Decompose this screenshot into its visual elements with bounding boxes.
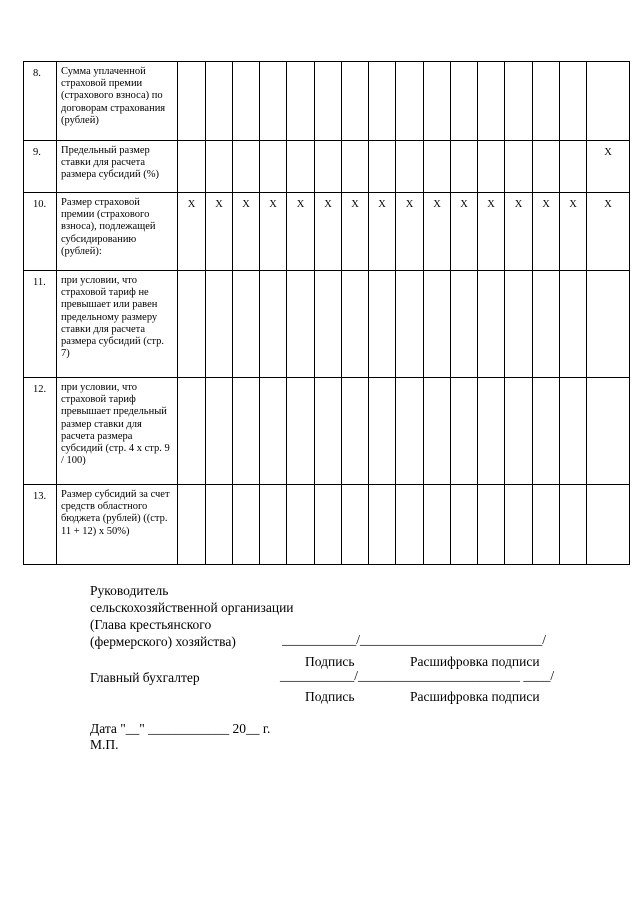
value-cell[interactable] — [342, 378, 369, 485]
value-cell[interactable] — [178, 271, 206, 378]
accountant-title: Главный бухгалтер — [90, 670, 200, 685]
row-description: при условии, что страховой тариф не превышает или равен предельному размеру ставки для расчета размера субсидий (стр. 7) — [57, 271, 178, 378]
value-cell[interactable] — [315, 141, 342, 193]
value-cell[interactable] — [505, 271, 533, 378]
value-cell[interactable] — [533, 141, 560, 193]
value-cell[interactable] — [287, 62, 315, 141]
head-title-line3: (Глава крестьянского — [90, 617, 212, 632]
value-cell[interactable] — [233, 271, 260, 378]
value-cell[interactable]: X — [587, 193, 630, 271]
value-cell[interactable]: X — [587, 141, 630, 193]
value-cell[interactable] — [287, 378, 315, 485]
value-cell[interactable] — [178, 141, 206, 193]
value-cell[interactable] — [505, 378, 533, 485]
accountant-caption-decode: Расшифровка подписи — [410, 689, 540, 704]
value-cell[interactable] — [178, 62, 206, 141]
value-cell[interactable] — [560, 378, 587, 485]
value-cell[interactable] — [396, 62, 424, 141]
value-cell[interactable] — [396, 378, 424, 485]
value-cell[interactable] — [451, 485, 478, 565]
value-cell[interactable]: X — [533, 193, 560, 271]
value-cell[interactable] — [260, 141, 287, 193]
accountant-caption-sign: Подпись — [305, 689, 355, 704]
value-cell[interactable] — [260, 485, 287, 565]
row-number: 13. — [24, 485, 57, 565]
value-cell[interactable]: X — [451, 193, 478, 271]
value-cell[interactable] — [233, 485, 260, 565]
value-cell[interactable]: X — [396, 193, 424, 271]
value-cell[interactable] — [178, 378, 206, 485]
value-cell[interactable] — [287, 271, 315, 378]
value-cell[interactable] — [342, 485, 369, 565]
value-cell[interactable]: X — [233, 193, 260, 271]
head-title-line2: сельскохозяйственной организации — [90, 600, 294, 615]
value-cell[interactable] — [424, 141, 451, 193]
value-cell[interactable] — [533, 378, 560, 485]
table-row — [24, 485, 630, 565]
value-cell[interactable] — [396, 141, 424, 193]
value-cell[interactable] — [342, 141, 369, 193]
table-row — [24, 271, 630, 378]
value-cell[interactable] — [533, 271, 560, 378]
value-cell[interactable] — [178, 485, 206, 565]
value-cell[interactable] — [315, 378, 342, 485]
value-cell[interactable] — [560, 271, 587, 378]
value-cell[interactable] — [342, 62, 369, 141]
subsidy-table — [23, 61, 630, 565]
value-cell[interactable] — [424, 271, 451, 378]
value-cell[interactable] — [396, 485, 424, 565]
value-cell[interactable] — [206, 62, 233, 141]
value-cell[interactable] — [560, 485, 587, 565]
value-cell[interactable] — [478, 141, 505, 193]
head-caption-sign: Подпись — [305, 654, 355, 669]
value-cell[interactable] — [560, 141, 587, 193]
value-cell[interactable] — [560, 62, 587, 141]
value-cell[interactable] — [369, 378, 396, 485]
value-cell[interactable] — [260, 271, 287, 378]
value-cell[interactable] — [587, 62, 630, 141]
table-row — [24, 62, 630, 141]
value-cell[interactable]: X — [505, 193, 533, 271]
row-number: 8. — [24, 62, 57, 141]
value-cell[interactable] — [587, 271, 630, 378]
value-cell[interactable] — [315, 62, 342, 141]
table-row — [24, 378, 630, 485]
value-cell[interactable] — [451, 62, 478, 141]
row-description: Размер страховой премии (страхового взноса), подлежащей субсидированию (рублей): — [57, 193, 178, 271]
value-cell[interactable] — [505, 485, 533, 565]
value-cell[interactable] — [315, 485, 342, 565]
value-cell[interactable]: X — [178, 193, 206, 271]
row-number: 11. — [24, 271, 57, 378]
value-cell[interactable]: X — [478, 193, 505, 271]
value-cell[interactable] — [533, 62, 560, 141]
value-cell[interactable] — [424, 62, 451, 141]
head-signature-blank[interactable]: ___________/___________________________/ — [282, 632, 547, 647]
value-cell[interactable] — [369, 271, 396, 378]
value-cell[interactable] — [233, 141, 260, 193]
value-cell[interactable] — [533, 485, 560, 565]
value-cell[interactable]: X — [287, 193, 315, 271]
value-cell[interactable] — [315, 271, 342, 378]
value-cell[interactable]: X — [206, 193, 233, 271]
value-cell[interactable] — [206, 141, 233, 193]
row-description: при условии, что страховой тариф превышает предельный размер ставки для расчета размера субсидий (стр. 4 x стр. 9 / 100) — [57, 378, 178, 485]
head-caption-decode: Расшифровка подписи — [410, 654, 540, 669]
value-cell[interactable] — [424, 378, 451, 485]
value-cell[interactable] — [505, 62, 533, 141]
value-cell[interactable] — [206, 271, 233, 378]
value-cell[interactable] — [478, 271, 505, 378]
value-cell[interactable] — [505, 141, 533, 193]
table-row — [24, 141, 630, 193]
value-cell[interactable] — [451, 141, 478, 193]
value-cell[interactable] — [260, 62, 287, 141]
value-cell[interactable] — [369, 62, 396, 141]
value-cell[interactable] — [260, 378, 287, 485]
row-description: Предельный размер ставки для расчета размера субсидий (%) — [57, 141, 178, 193]
row-description: Сумма уплаченной страховой премии (страхового взноса) по договорам страхования (рублей) — [57, 62, 178, 141]
head-title-line4: (фермерского) хозяйства) — [90, 634, 236, 649]
row-number: 12. — [24, 378, 57, 485]
value-cell[interactable] — [587, 378, 630, 485]
value-cell[interactable] — [369, 141, 396, 193]
value-cell[interactable] — [587, 485, 630, 565]
value-cell[interactable] — [478, 62, 505, 141]
date-line[interactable]: Дата "__" ____________ 20__ г. — [90, 721, 271, 736]
value-cell[interactable] — [478, 378, 505, 485]
accountant-signature-blank[interactable]: ___________/________________________ ____/ — [280, 668, 555, 683]
value-cell[interactable] — [478, 485, 505, 565]
value-cell[interactable] — [369, 485, 396, 565]
value-cell[interactable] — [206, 378, 233, 485]
head-title-line1: Руководитель — [90, 583, 169, 598]
row-description: Размер субсидий за счет средств областного бюджета (рублей) ((стр. 11 + 12) x 50%) — [57, 485, 178, 565]
value-cell[interactable]: X — [315, 193, 342, 271]
value-cell[interactable] — [424, 485, 451, 565]
value-cell[interactable] — [233, 62, 260, 141]
table-row — [24, 193, 630, 271]
value-cell[interactable] — [451, 378, 478, 485]
row-number: 10. — [24, 193, 57, 271]
value-cell[interactable] — [287, 485, 315, 565]
value-cell[interactable]: X — [342, 193, 369, 271]
value-cell[interactable]: X — [260, 193, 287, 271]
value-cell[interactable] — [396, 271, 424, 378]
value-cell[interactable] — [342, 271, 369, 378]
value-cell[interactable]: X — [424, 193, 451, 271]
value-cell[interactable] — [451, 271, 478, 378]
value-cell[interactable] — [233, 378, 260, 485]
value-cell[interactable] — [206, 485, 233, 565]
value-cell[interactable]: X — [560, 193, 587, 271]
value-cell[interactable]: X — [369, 193, 396, 271]
seal-mark: М.П. — [90, 737, 119, 752]
value-cell[interactable] — [287, 141, 315, 193]
row-number: 9. — [24, 141, 57, 193]
